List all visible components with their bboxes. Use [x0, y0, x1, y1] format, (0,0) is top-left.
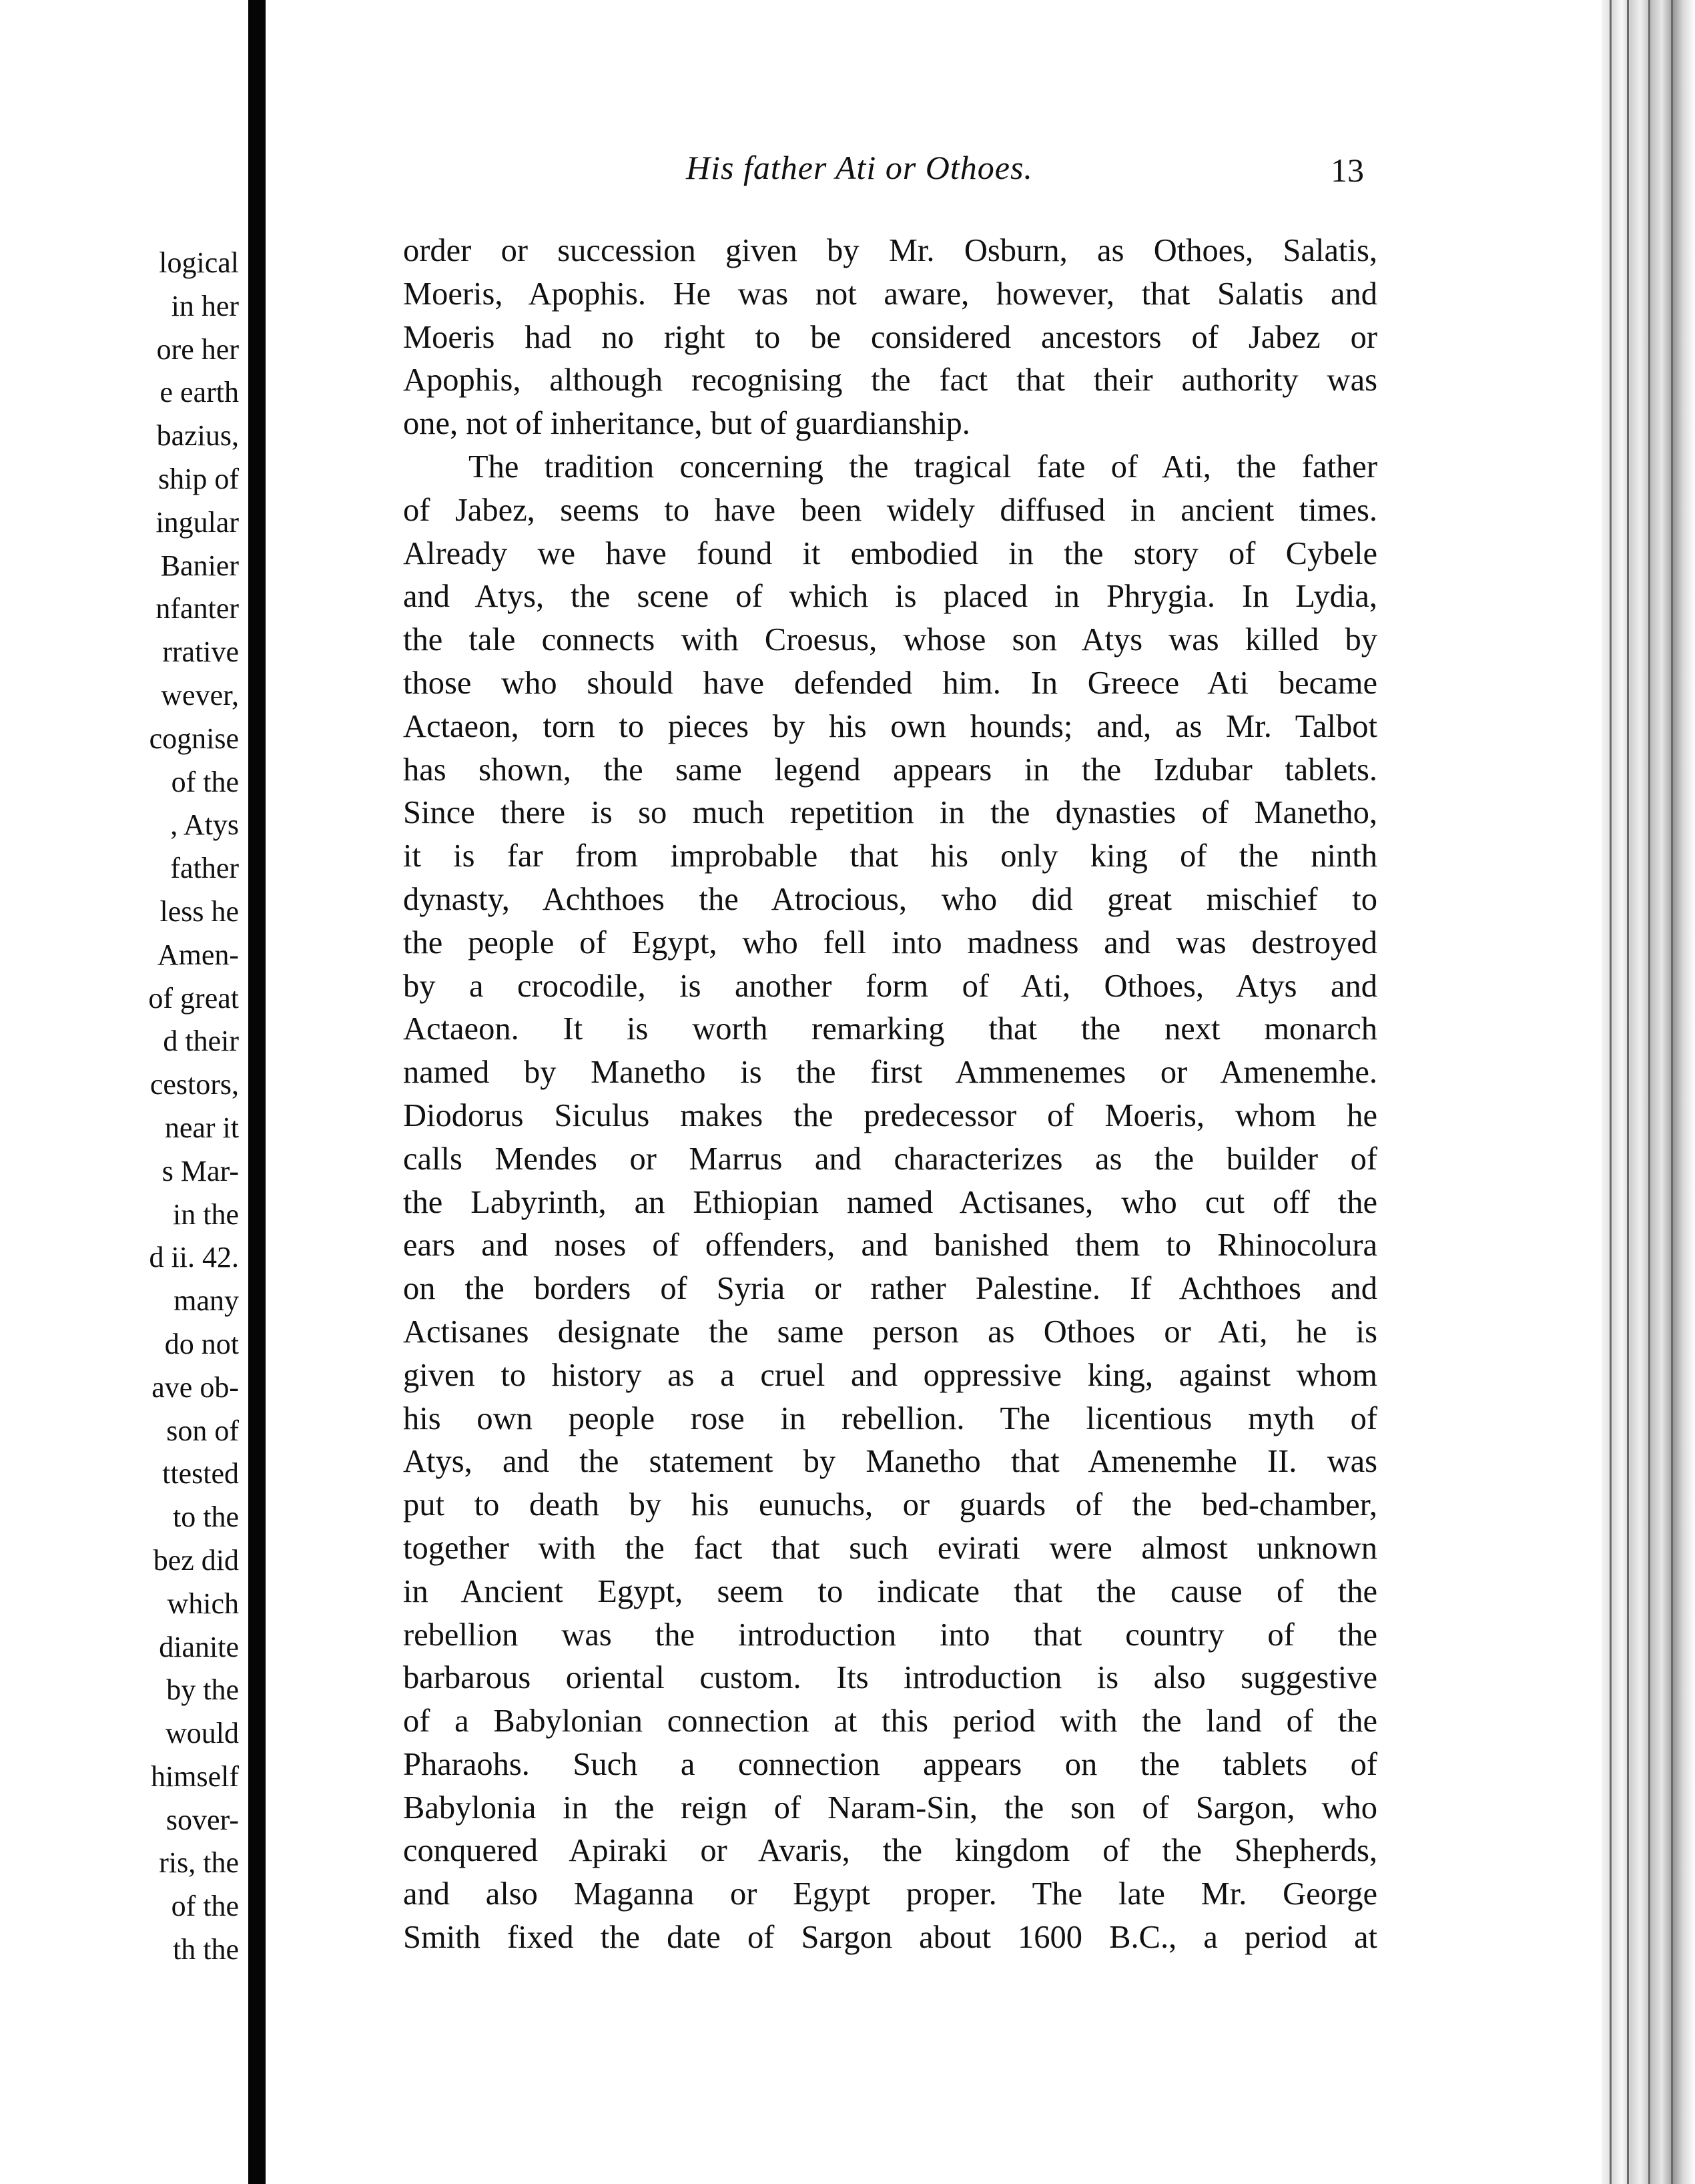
facing-page-line: [0, 1539, 248, 1583]
facing-page-line: [0, 1712, 248, 1755]
body-text: [403, 230, 1377, 1960]
facing-page-line-text: logical: [159, 246, 239, 279]
facing-page-line: [0, 1452, 248, 1496]
facing-page-line-text: , Atys: [170, 808, 239, 842]
text-line: on the borders of Syria or rather Palestine. If Achthoes and: [403, 1271, 1377, 1307]
facing-page-line: [0, 631, 248, 674]
facing-page-line: [0, 328, 248, 372]
text-line: Already we have found it embodied in the story of Cybele: [403, 535, 1377, 571]
text-line: Since there is so much repetition in the dynasties of Manetho,: [403, 795, 1377, 831]
facing-page-line-text: e earth: [159, 376, 239, 409]
text-line: together with the fact that such evirati were almost unknown: [403, 1530, 1377, 1566]
facing-page-text: [0, 242, 248, 1972]
facing-page-line: [0, 1885, 248, 1928]
facing-page-line-text: which: [167, 1587, 239, 1620]
text-line: has shown, the same legend appears in the Izdubar tablets.: [403, 752, 1377, 788]
text-line: Babylonia in the reign of Naram-Sin, the son of Sargon, who: [403, 1790, 1377, 1826]
text-line: named by Manetho is the first Ammenemes or Amenemhe.: [403, 1055, 1377, 1091]
text-line: of Jabez, seems to have been widely diffused in ancient times.: [403, 492, 1377, 528]
facing-page-line-text: ship of: [158, 462, 239, 495]
facing-page-line: [0, 1755, 248, 1799]
facing-page-line-text: bazius,: [156, 419, 239, 453]
facing-page-line: [0, 674, 248, 718]
facing-page-line: [0, 1280, 248, 1323]
text-line: Moeris, Apophis. He was not aware, however, that Salatis and: [403, 276, 1377, 312]
text-line: the Labyrinth, an Ethiopian named Actisanes, who cut off the: [403, 1184, 1377, 1220]
facing-page-line: [0, 1366, 248, 1410]
facing-page-line: [0, 718, 248, 761]
text-line: conquered Apiraki or Avaris, the kingdom of the Shepherds,: [403, 1833, 1377, 1869]
page-edge-line: [1671, 0, 1673, 2184]
text-line: put to death by his eunuchs, or guards of the bed-chamber,: [403, 1487, 1377, 1523]
facing-page-line: [0, 1236, 248, 1280]
text-line: Actaeon. It is worth remarking that the next monarch: [403, 1011, 1377, 1047]
facing-page-line-text: rrative: [162, 635, 239, 669]
text-line: Actaeon, torn to pieces by his own hounds; and, as Mr. Talbot: [403, 708, 1377, 744]
facing-page-line: [0, 977, 248, 1021]
facing-page-line-text: ore her: [156, 332, 239, 366]
facing-page-line-text: d their: [163, 1025, 239, 1058]
facing-page-line-text: in her: [171, 289, 239, 322]
facing-page-line-text: to the: [173, 1500, 239, 1534]
facing-page-line-text: by the: [166, 1673, 239, 1707]
facing-page-line: [0, 415, 248, 458]
facing-page-line: [0, 1799, 248, 1842]
facing-page-line: [0, 458, 248, 501]
facing-page-line-text: nfanter: [155, 592, 239, 625]
facing-page-line: [0, 804, 248, 847]
facing-page-line: [0, 242, 248, 285]
facing-page-line-text: ave ob-: [151, 1370, 239, 1404]
facing-page-line: [0, 1150, 248, 1193]
text-line: it is far from improbable that his only king of the ninth: [403, 838, 1377, 874]
text-line: The tradition concerning the tragical fate of Ati, the father: [468, 449, 1377, 485]
facing-page-line-text: son of: [166, 1414, 239, 1447]
facing-page-line: [0, 1626, 248, 1669]
facing-page-line: [0, 761, 248, 804]
facing-page-line: [0, 587, 248, 631]
facing-page-line: [0, 1842, 248, 1885]
text-line: Pharaohs. Such a connection appears on the tablets of: [403, 1746, 1377, 1782]
text-line: and Atys, the scene of which is placed in Phrygia. In Lydia,: [403, 579, 1377, 615]
facing-page-line: [0, 1063, 248, 1107]
facing-page-line: [0, 545, 248, 588]
facing-page-line-text: bez did: [153, 1543, 239, 1577]
facing-page-line: [0, 285, 248, 328]
facing-page-line-text: sover-: [165, 1803, 239, 1836]
page-number: 13: [1331, 152, 1364, 189]
facing-page-line-text: Banier: [160, 549, 239, 582]
running-head: His father Ati or Othoes.: [686, 149, 1033, 186]
facing-page-line-text: near it: [164, 1111, 239, 1144]
facing-page-line-text: less he: [159, 894, 239, 928]
page-edge-stack: [1602, 0, 1695, 2184]
facing-page-line: [0, 1583, 248, 1626]
facing-page-line: [0, 847, 248, 890]
facing-page-left: [0, 0, 248, 2184]
text-line: order or succession given by Mr. Osburn, as Othoes, Salatis,: [403, 233, 1377, 268]
text-line: his own people rose in rebellion. The licentious myth of: [403, 1400, 1377, 1436]
facing-page-line-text: would: [165, 1717, 239, 1750]
text-line: Moeris had no right to be considered ancestors of Jabez or: [403, 319, 1377, 355]
text-line: Atys, and the statement by Manetho that Amenemhe II. was: [403, 1444, 1377, 1480]
text-line: in Ancient Egypt, seem to indicate that the cause of the: [403, 1573, 1377, 1609]
facing-page-line-text: dianite: [159, 1630, 239, 1663]
facing-page-line-text: th the: [173, 1933, 239, 1966]
facing-page-line-text: in the: [173, 1197, 239, 1231]
facing-page-line-text: ingular: [155, 505, 239, 539]
text-line: of a Babylonian connection at this period with the land of the: [403, 1703, 1377, 1739]
facing-page-line-text: do not: [164, 1327, 239, 1360]
text-line: calls Mendes or Marrus and characterizes as the builder of: [403, 1141, 1377, 1177]
facing-page-line: [0, 934, 248, 977]
facing-page-line-text: cestors,: [149, 1068, 239, 1101]
facing-page-line: [0, 501, 248, 545]
facing-page-line: [0, 1669, 248, 1712]
facing-page-line: [0, 1496, 248, 1539]
facing-page-line-text: of great: [148, 981, 239, 1015]
text-line: by a crocodile, is another form of Ati, Othoes, Atys and: [403, 968, 1377, 1004]
facing-page-line-text: ttested: [162, 1457, 239, 1490]
facing-page-line: [0, 1020, 248, 1063]
page-edge-line: [1627, 0, 1629, 2184]
facing-page-line-text: many: [174, 1284, 239, 1318]
facing-page-line-text: ris, the: [159, 1846, 239, 1880]
facing-page-line: [0, 1107, 248, 1150]
facing-page-line-text: s Mar-: [161, 1154, 239, 1187]
facing-page-line-text: of the: [171, 765, 239, 798]
facing-page-line-text: cognise: [149, 722, 239, 755]
facing-page-line-text: Amen-: [157, 938, 239, 971]
text-line: Diodorus Siculus makes the predecessor of Moeris, whom he: [403, 1097, 1377, 1133]
text-line: Smith fixed the date of Sargon about 1600 B.C., a period at: [403, 1920, 1377, 1956]
facing-page-line: [0, 1323, 248, 1366]
facing-page-line: [0, 1193, 248, 1237]
facing-page-line: [0, 1928, 248, 1972]
text-line: rebellion was the introduction into that country of the: [403, 1617, 1377, 1653]
page-edge-line: [1610, 0, 1612, 2184]
facing-page-line-text: of the: [171, 1890, 239, 1923]
facing-page-line-text: d ii. 42.: [149, 1241, 239, 1274]
facing-page-line-text: himself: [151, 1759, 239, 1793]
text-line: dynasty, Achthoes the Atrocious, who did great mischief to: [403, 881, 1377, 917]
facing-page-line: [0, 371, 248, 415]
text-line: one, not of inheritance, but of guardianship.: [403, 406, 970, 442]
text-line: and also Maganna or Egypt proper. The late Mr. George: [403, 1876, 1377, 1912]
text-line: the tale connects with Croesus, whose son Atys was killed by: [403, 622, 1377, 658]
text-line: Apophis, although recognising the fact that their authority was: [403, 362, 1377, 398]
text-line: Actisanes designate the same person as Othoes or Ati, he is: [403, 1314, 1377, 1350]
facing-page-line-text: wever,: [161, 678, 239, 712]
book-gutter: [248, 0, 266, 2184]
facing-page-line: [0, 1410, 248, 1453]
text-line: given to history as a cruel and oppressive king, against whom: [403, 1357, 1377, 1393]
text-line: ears and noses of offenders, and banished them to Rhinocolura: [403, 1227, 1377, 1264]
text-line: the people of Egypt, who fell into madness and was destroyed: [403, 924, 1377, 961]
facing-page-line: [0, 890, 248, 934]
text-line: those who should have defended him. In Greece Ati became: [403, 665, 1377, 701]
facing-page-line-text: father: [170, 852, 239, 885]
page-edge-line: [1648, 0, 1650, 2184]
text-line: barbarous oriental custom. Its introduction is also suggestive: [403, 1660, 1377, 1696]
